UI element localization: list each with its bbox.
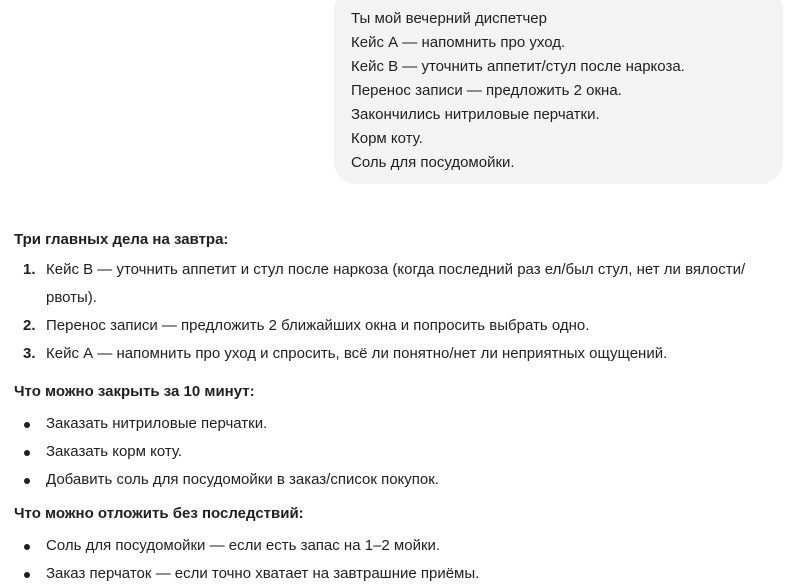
bullet-list-item — [14, 410, 789, 438]
user-message-bubble — [334, 0, 783, 184]
top-three-list — [14, 256, 789, 368]
bullet-list-item — [14, 466, 789, 494]
numbered-list-item — [14, 312, 789, 340]
user-message-line: Перенос записи — предложить 2 окна. — [351, 82, 622, 99]
list-number: 3. — [23, 345, 36, 362]
postpone-heading: Что можно отложить без последствий: — [14, 505, 304, 522]
list-item-text: Перенос записи — предложить 2 ближайших окна и попросить выбрать одно. — [46, 317, 590, 334]
list-item-text: Соль для посудомойки — если есть запас на 1–2 мойки. — [46, 537, 441, 554]
list-number: 1. — [23, 261, 36, 278]
bullet-list-item — [14, 560, 789, 588]
list-item-text: Заказать корм коту. — [46, 443, 183, 460]
bullet-list-item — [14, 438, 789, 466]
user-message-line: Кейс А — напомнить про уход. — [351, 34, 566, 51]
list-item-text: Добавить соль для посудомойки в заказ/список покупок. — [46, 471, 439, 488]
numbered-list-item — [14, 256, 789, 312]
list-item-text: Кейс В — уточнить аппетит и стул после наркоза (когда последний раз ел/был стул, нет ли вялости/рвоты). — [46, 261, 746, 306]
list-item-text: Кейс А — напомнить про уход и спросить, всё ли понятно/нет ли неприятных ощущений. — [46, 345, 668, 362]
user-message-line: Кейс В — уточнить аппетит/стул после наркоза. — [351, 58, 685, 75]
list-item-text: Заказ перчаток — если точно хватает на завтрашние приёмы. — [46, 565, 480, 582]
postpone-list — [14, 532, 789, 588]
bullet-icon — [24, 544, 30, 550]
list-number: 2. — [23, 317, 36, 334]
top-three-heading: Три главных дела на завтра: — [14, 231, 229, 248]
user-message-line: Закончились нитриловые перчатки. — [351, 106, 600, 123]
assistant-reply — [14, 228, 789, 588]
list-item-text: Заказать нитриловые перчатки. — [46, 415, 268, 432]
bullet-icon — [24, 422, 30, 428]
bullet-icon — [24, 572, 30, 578]
bullet-icon — [24, 478, 30, 484]
user-message-line: Корм коту. — [351, 130, 423, 147]
ten-minutes-heading: Что можно закрыть за 10 минут: — [14, 383, 255, 400]
bullet-list-item — [14, 532, 789, 560]
user-message-line: Соль для посудомойки. — [351, 154, 515, 171]
ten-minutes-list — [14, 410, 789, 494]
bullet-icon — [24, 450, 30, 456]
user-message-line: Ты мой вечерний диспетчер — [351, 10, 547, 27]
numbered-list-item — [14, 340, 789, 368]
